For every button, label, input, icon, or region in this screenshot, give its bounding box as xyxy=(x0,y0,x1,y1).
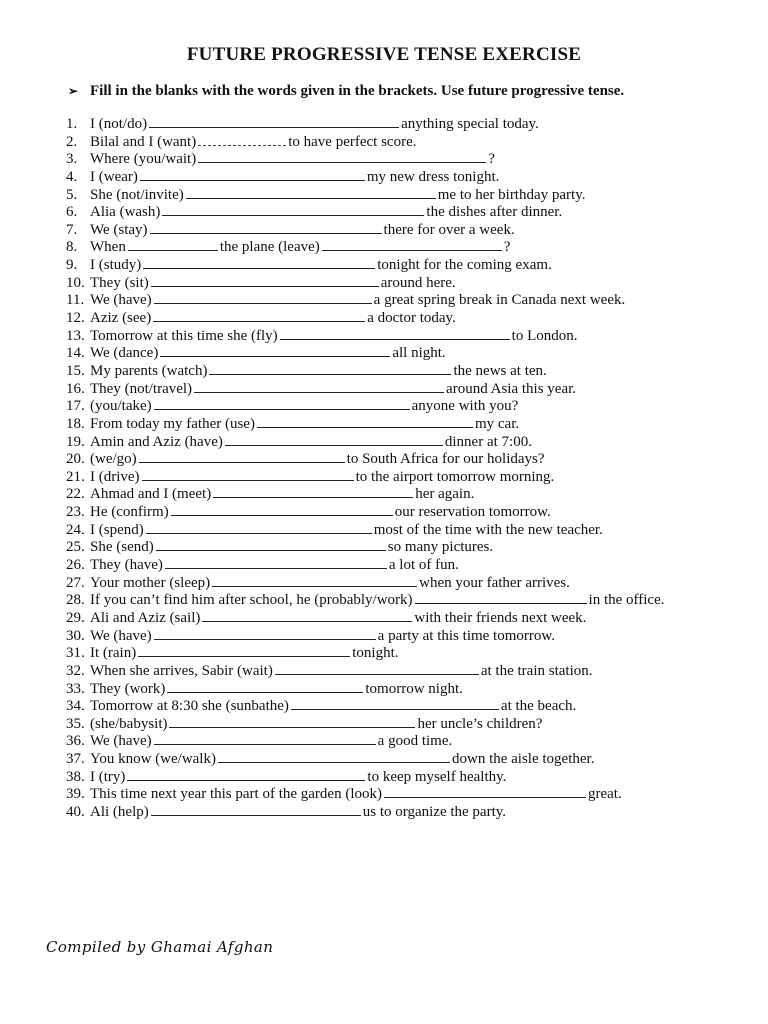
exercise-item xyxy=(66,469,756,487)
item-number: 21. xyxy=(66,468,85,485)
exercise-item xyxy=(66,204,756,222)
item-text: You know (we/walk) xyxy=(90,751,216,768)
answer-blank[interactable] xyxy=(151,276,379,287)
item-number: 29. xyxy=(66,609,85,626)
item-text: Amin and Aziz (have) xyxy=(90,433,223,450)
item-text: She (send) xyxy=(90,539,154,556)
item-text: ? xyxy=(503,239,511,256)
item-text: great. xyxy=(588,786,622,803)
instruction-text: Fill in the blanks with the words given in the brackets. Use future progressive tense. xyxy=(90,83,625,99)
item-text: She (not/invite) xyxy=(90,186,184,203)
answer-blank[interactable] xyxy=(128,240,218,251)
answer-blank[interactable] xyxy=(143,258,375,269)
exercise-item xyxy=(66,345,756,363)
exercise-item xyxy=(66,786,756,804)
answer-blank[interactable] xyxy=(322,240,502,251)
exercise-item xyxy=(66,575,756,593)
item-text: I (try) xyxy=(90,768,126,785)
item-text: to the airport tomorrow morning. xyxy=(355,468,555,485)
item-text: in the office. xyxy=(588,592,665,609)
item-text: anyone with you? xyxy=(411,398,519,415)
item-number: 17. xyxy=(66,398,85,415)
exercise-item xyxy=(66,169,756,187)
exercise-item xyxy=(66,239,756,257)
item-text: around here. xyxy=(380,274,456,291)
item-text: It (rain) xyxy=(90,645,137,662)
exercise-item xyxy=(66,151,756,169)
answer-blank[interactable] xyxy=(165,558,387,569)
item-text: Your mother (sleep) xyxy=(90,574,211,591)
item-text: anything special today. xyxy=(401,116,539,132)
item-number: 37. xyxy=(66,751,85,768)
item-text: This time next year this part of the garden (look) xyxy=(90,786,382,803)
item-number: 23. xyxy=(66,504,85,521)
item-text: at the train station. xyxy=(480,662,593,679)
item-number: 15. xyxy=(66,362,85,379)
item-number: 38. xyxy=(66,768,85,785)
item-text: a great spring break in Canada next week. xyxy=(373,292,626,309)
item-number: 39. xyxy=(66,786,85,803)
item-number: 32. xyxy=(66,662,85,679)
answer-blank[interactable] xyxy=(162,205,424,216)
answer-blank[interactable] xyxy=(212,576,417,587)
item-text: Where (you/wait) xyxy=(90,151,197,168)
item-text: to South Africa for our holidays? xyxy=(346,451,545,468)
item-number: 20. xyxy=(66,451,85,468)
answer-blank[interactable] xyxy=(127,770,365,781)
item-number: 25. xyxy=(66,539,85,556)
item-text: I (not/do) xyxy=(90,116,148,132)
answer-blank[interactable] xyxy=(202,611,412,622)
exercise-item xyxy=(66,275,756,293)
exercise-item xyxy=(66,592,756,610)
item-text: Ali (help) xyxy=(90,803,149,820)
item-text: around Asia this year. xyxy=(446,380,577,397)
exercise-item xyxy=(66,751,756,769)
item-text: Tomorrow at 8:30 she (sunbathe) xyxy=(90,698,289,715)
item-text: My parents (watch) xyxy=(90,362,208,379)
exercise-item xyxy=(66,645,756,663)
answer-blank[interactable] xyxy=(150,223,382,234)
item-number: 16. xyxy=(66,380,85,397)
answer-blank[interactable] xyxy=(225,435,443,446)
exercise-item xyxy=(66,804,756,822)
item-number: 31. xyxy=(66,645,85,662)
answer-blank[interactable] xyxy=(160,346,390,357)
item-number: 36. xyxy=(66,733,85,750)
item-text: We (have) xyxy=(90,292,152,309)
item-text: our reservation tomorrow. xyxy=(394,504,551,521)
item-text: us to organize the party. xyxy=(362,803,507,820)
item-text: They (not/travel) xyxy=(90,380,193,397)
exercise-item xyxy=(66,663,756,681)
item-number: 28. xyxy=(66,592,85,609)
answer-blank[interactable] xyxy=(169,717,415,728)
item-text: a doctor today. xyxy=(367,310,456,327)
item-text: all night. xyxy=(392,345,446,362)
exercise-item xyxy=(66,698,756,716)
answer-blank[interactable] xyxy=(280,329,510,340)
exercise-item xyxy=(66,116,756,134)
item-text: Tomorrow at this time she (fly) xyxy=(90,327,278,344)
item-text: If you can’t find him after school, he (probably/work) xyxy=(90,592,413,609)
answer-blank[interactable] xyxy=(153,311,365,322)
item-number: 18. xyxy=(66,415,85,432)
item-number: 24. xyxy=(66,521,85,538)
exercise-item xyxy=(66,681,756,699)
instruction xyxy=(68,83,748,100)
answer-blank[interactable] xyxy=(291,699,499,710)
item-text: a good time. xyxy=(377,733,453,750)
item-text: to have perfect score. xyxy=(288,133,417,150)
item-text: at the beach. xyxy=(500,698,577,715)
item-text: the dishes after dinner. xyxy=(426,204,563,221)
page-title: FUTURE PROGRESSIVE TENSE EXERCISE xyxy=(186,44,582,65)
item-text: so many pictures. xyxy=(387,539,494,556)
answer-blank[interactable] xyxy=(209,364,451,375)
item-text: a party at this time tomorrow. xyxy=(377,627,555,644)
exercise-item xyxy=(66,539,756,557)
item-text: Alia (wash) xyxy=(90,204,161,221)
item-number: 11. xyxy=(66,292,85,309)
exercise-item xyxy=(66,434,756,452)
exercise-item xyxy=(66,451,756,469)
answer-blank[interactable] xyxy=(194,382,444,393)
answer-blank[interactable] xyxy=(218,752,450,763)
item-text: to keep myself healthy. xyxy=(367,768,507,785)
answer-blank[interactable] xyxy=(142,470,354,481)
answer-blank[interactable] xyxy=(275,664,479,675)
item-text: I (drive) xyxy=(90,468,140,485)
item-text: my new dress tonight. xyxy=(366,168,500,185)
item-number: 8. xyxy=(66,239,78,256)
item-text: (you/take) xyxy=(90,398,152,415)
answer-blank[interactable] xyxy=(415,593,587,604)
item-number: 1. xyxy=(66,116,78,132)
item-text: Ahmad and I (meet) xyxy=(90,486,212,503)
item-text: Bilal and I (want) xyxy=(90,133,197,150)
item-text: my car. xyxy=(474,415,520,432)
answer-blank[interactable] xyxy=(138,646,350,657)
exercise-item xyxy=(66,363,756,381)
item-text: the news at ten. xyxy=(453,362,547,379)
item-text: We (have) xyxy=(90,627,152,644)
exercise-item xyxy=(66,398,756,416)
item-text: when your father arrives. xyxy=(419,574,570,591)
item-number: 33. xyxy=(66,680,85,697)
item-number: 34. xyxy=(66,698,85,715)
exercise-item xyxy=(66,416,756,434)
item-text: with their friends next week. xyxy=(414,609,587,626)
answer-blank[interactable] xyxy=(140,170,365,181)
item-number: 5. xyxy=(66,186,78,203)
item-text: a lot of fun. xyxy=(388,557,459,574)
item-text: When xyxy=(90,239,126,256)
item-number: 26. xyxy=(66,557,85,574)
answer-blank[interactable] xyxy=(198,152,486,163)
exercise-item xyxy=(66,769,756,787)
item-number: 19. xyxy=(66,433,85,450)
exercise-item xyxy=(66,381,756,399)
item-number: 35. xyxy=(66,715,85,732)
item-text: I (spend) xyxy=(90,521,144,538)
item-number: 2. xyxy=(66,133,78,150)
item-text: down the aisle together. xyxy=(451,751,595,768)
answer-blank[interactable] xyxy=(186,188,436,199)
item-text: there for over a week. xyxy=(383,221,515,238)
answer-blank[interactable] xyxy=(213,487,413,498)
arrow-bullet-icon: ➢ xyxy=(68,84,79,98)
exercise-item xyxy=(66,733,756,751)
answer-blank[interactable] xyxy=(167,682,363,693)
item-text: dinner at 7:00. xyxy=(444,433,532,450)
answer-blank[interactable] xyxy=(154,399,410,410)
item-number: 4. xyxy=(66,168,78,185)
exercise-item xyxy=(66,716,756,734)
item-text: (she/babysit) xyxy=(90,715,168,732)
item-text: Ali and Aziz (sail) xyxy=(90,609,201,626)
exercise-item xyxy=(66,628,756,646)
item-text: to London. xyxy=(511,327,578,344)
item-text: (we/go) xyxy=(90,451,137,468)
exercise-item xyxy=(66,522,756,540)
item-text: I (wear) xyxy=(90,168,138,185)
exercise-list xyxy=(66,116,756,822)
compiler-credit: Compiled by Ghamai Afghan xyxy=(46,938,274,956)
exercise-item xyxy=(66,134,756,152)
exercise-item xyxy=(66,328,756,346)
item-text: We (stay) xyxy=(90,221,148,238)
item-text: They (have) xyxy=(90,557,163,574)
item-number: 3. xyxy=(66,151,78,168)
exercise-item xyxy=(66,222,756,240)
item-text: They (sit) xyxy=(90,274,149,291)
exercise-item xyxy=(66,557,756,575)
item-text: Aziz (see) xyxy=(90,310,152,327)
exercise-item xyxy=(66,486,756,504)
exercise-item xyxy=(66,187,756,205)
answer-blank[interactable] xyxy=(154,293,372,304)
item-text: We (dance) xyxy=(90,345,159,362)
item-text: me to her birthday party. xyxy=(437,186,586,203)
answer-blank[interactable] xyxy=(198,135,286,146)
item-number: 9. xyxy=(66,257,78,274)
item-text: They (work) xyxy=(90,680,166,697)
item-text: her uncle’s children? xyxy=(417,715,543,732)
item-number: 14. xyxy=(66,345,85,362)
item-text: tomorrow night. xyxy=(365,680,463,697)
item-text: most of the time with the new teacher. xyxy=(373,521,603,538)
item-text: When she arrives, Sabir (wait) xyxy=(90,662,273,679)
item-text: her again. xyxy=(415,486,475,503)
item-number: 10. xyxy=(66,274,85,291)
answer-blank[interactable] xyxy=(156,540,386,551)
exercise-item xyxy=(66,504,756,522)
answer-blank[interactable] xyxy=(149,117,399,128)
answer-blank[interactable] xyxy=(257,417,473,428)
item-text: tonight. xyxy=(352,645,399,662)
exercise-item xyxy=(66,610,756,628)
exercise-item xyxy=(66,310,756,328)
item-number: 27. xyxy=(66,574,85,591)
item-number: 30. xyxy=(66,627,85,644)
item-text: ? xyxy=(488,151,495,168)
answer-blank[interactable] xyxy=(154,734,376,745)
item-number: 22. xyxy=(66,486,85,503)
answer-blank[interactable] xyxy=(154,629,376,640)
item-text: He (confirm) xyxy=(90,504,169,521)
item-number: 6. xyxy=(66,204,78,221)
item-text: the plane (leave) xyxy=(219,239,320,256)
answer-blank[interactable] xyxy=(171,505,393,516)
item-number: 40. xyxy=(66,803,85,820)
item-text: We (have) xyxy=(90,733,152,750)
answer-blank[interactable] xyxy=(146,523,372,534)
answer-blank[interactable] xyxy=(139,452,345,463)
exercise-item xyxy=(66,292,756,310)
item-number: 7. xyxy=(66,221,78,238)
item-text: I (study) xyxy=(90,257,142,274)
exercise-item xyxy=(66,257,756,275)
item-number: 13. xyxy=(66,327,85,344)
item-text: From today my father (use) xyxy=(90,415,255,432)
answer-blank[interactable] xyxy=(384,787,586,798)
item-number: 12. xyxy=(66,310,85,327)
answer-blank[interactable] xyxy=(151,805,361,816)
item-text: tonight for the coming exam. xyxy=(377,257,552,274)
